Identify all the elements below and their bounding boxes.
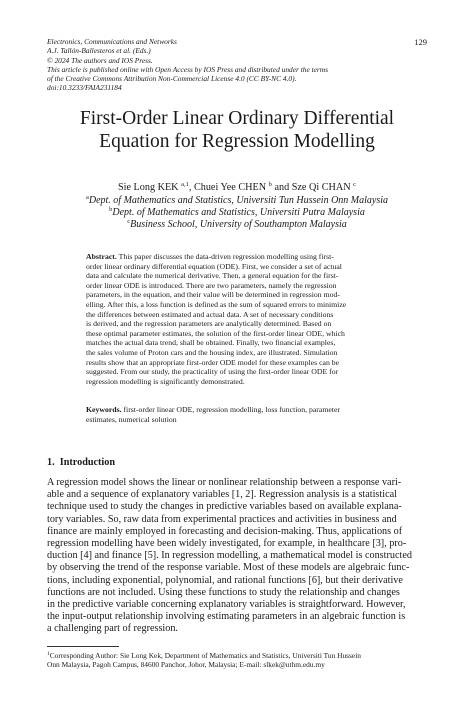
abstract-line: matches the actual data trend, shall be obtained. Finally, two financial examples, xyxy=(86,338,336,348)
author-name: Sie Long KEK xyxy=(117,182,179,193)
footnote-divider xyxy=(47,646,119,647)
affiliation-text: Dept. of Mathematics and Statistics, Universiti Putra Malaysia xyxy=(112,207,365,219)
abstract-line: suggested. From our study, the practicality of using the first-order linear ODE for xyxy=(86,367,339,377)
author-affil-mark: a,1 xyxy=(181,181,189,188)
affiliation-list xyxy=(30,195,444,232)
affiliation xyxy=(30,195,444,207)
affiliation xyxy=(30,219,444,231)
abstract-line: elling. After this, a loss function is defined as the sum of squared errors to minimize xyxy=(86,299,347,309)
abstract-line xyxy=(86,252,388,262)
affiliation-text: Dept. of Mathematics and Statistics, Universiti Tun Hussein Onn Malaysia xyxy=(88,195,389,206)
section-heading xyxy=(47,457,115,468)
keywords-text: first-order linear ODE, regression modelling, loss function, parameter xyxy=(123,405,340,414)
header-line-editors: A.J. Tallón-Ballesteros et al. (Eds.) xyxy=(47,46,151,56)
body-line: duction [4] and finance [5]. In regression modelling, a mathematical model is constructed xyxy=(47,550,412,562)
affiliation-mark: c xyxy=(127,218,131,226)
paper-title xyxy=(30,107,444,153)
author-list: Sie Long KEK $^{a,1}$, Chuei Yee CHEN $^b$ and Sze Qi CHAN $^c$ xyxy=(117,181,357,193)
author-name: Sze Qi CHAN xyxy=(291,182,351,193)
header-line-license-1: This article is published online with Open Access by IOS Press and distributed under the terms xyxy=(47,64,329,74)
footnote-mark: 1 xyxy=(47,651,50,657)
abstract-line: order linear ODE is introduced. There are two parameters, namely the regression xyxy=(86,280,337,290)
keywords xyxy=(86,405,388,424)
body-line: functions are not included. Using these functions to study the relationship and changes xyxy=(47,586,400,598)
body-line: tory variables. So, raw data from experimental practices and activities in business and xyxy=(47,513,397,525)
footnote-line: Onn Malaysia, Pagoh Campus, 84600 Panchor, Johor, Malaysia; E-mail: slkek@uthm.edu.my xyxy=(47,660,325,670)
abstract-text: This paper discusses the data-driven regression modelling using first- xyxy=(118,252,334,261)
affiliation-text: Business School, University of Southampton Malaysia xyxy=(130,219,347,231)
keywords-label: Keywords. xyxy=(86,405,122,414)
author-name: Chuei Yee CHEN xyxy=(193,182,267,193)
body-line: technique used to study the changes in predictive variables based on available explana- xyxy=(47,501,402,513)
section-number: 1. xyxy=(47,457,55,468)
footnote xyxy=(47,651,427,670)
body-line: A regression model shows the linear or nonlinear relationship between a response vari- xyxy=(47,477,402,488)
body-line: by observing the trend of the response variable. Most of these models are algebraic func- xyxy=(47,562,410,574)
section-title: Introduction xyxy=(59,457,116,468)
footnote-line xyxy=(47,651,427,660)
abstract-line: data and calculate the numerical derivative. Then, a general equation for the first- xyxy=(86,271,339,281)
keywords-line xyxy=(86,405,388,415)
header-line-doi: doi:10.3233/FAIA231184 xyxy=(47,83,122,93)
body-line: regression modelling have been widely investigated, for example, in healthcare [3], pro- xyxy=(47,538,407,550)
abstract-line: parameters, in the equation, and their value will be determined in regression mod- xyxy=(86,290,340,300)
body-line: a challenging part of regression. xyxy=(47,623,178,635)
body-line: tions, including exponential, polynomial, and rational functions [6], but their derivative xyxy=(47,574,403,586)
header-line-book: Electronics, Communications and Networks xyxy=(47,37,177,46)
abstract-line: these optimal parameter estimates, the solution of the first-order linear ODE, which xyxy=(86,328,345,338)
author-affil-mark: b xyxy=(268,181,272,188)
footnote-text: Corresponding Author: Sie Long Kek, Department of Mathematics and Statistics, Universiti Tun Hussein xyxy=(49,651,361,660)
abstract-line: the differences between estimated and actual data. A set of necessary conditions xyxy=(86,309,334,319)
title-line-1: First-Order Linear Ordinary Differential xyxy=(79,108,395,129)
abstract-line: regression modelling is significantly demonstrated. xyxy=(86,376,245,386)
header-line-license-2: of the Creative Commons Attribution Non-Commercial License 4.0 (CC BY-NC 4.0). xyxy=(47,74,297,84)
keywords-line: estimates, numerical solution xyxy=(86,414,177,424)
author-connector: and xyxy=(274,182,290,193)
abstract-line: order linear ordinary differential equation (ODE). First, we consider a set of actual xyxy=(86,261,342,271)
abstract-line: the sales volume of Proton cars and the housing index, are illustrated. Simulation xyxy=(86,347,338,357)
body-line: finance are mainly employed in forecasting and decision-making. Thus, applications of xyxy=(47,525,403,537)
page-number: 129 xyxy=(414,37,427,47)
body-line: the input-output relationship involving estimating parameters in an algebraic function is xyxy=(47,611,406,623)
abstract xyxy=(86,252,388,386)
header-line-copyright: © 2024 The authors and IOS Press. xyxy=(47,55,153,65)
publication-header xyxy=(47,37,427,93)
title-line-2: Equation for Regression Modelling xyxy=(99,131,375,152)
body-line: able and a sequence of explanatory variables [1, 2]. Regression analysis is a statistical xyxy=(47,489,397,501)
abstract-line: is derived, and the regression parameters are analytically determined. Based on xyxy=(86,319,332,329)
author-affil-mark: c xyxy=(353,181,357,188)
affiliation-mark: a xyxy=(85,194,89,201)
body-line: in the predictive variable concerning explanatory variables is straightforward. However, xyxy=(47,599,406,611)
abstract-label: Abstract. xyxy=(86,252,117,261)
body-paragraph xyxy=(47,477,427,636)
affiliation-mark: b xyxy=(109,206,113,214)
abstract-line: results show that an appropriate first-order ODE model for these examples can be xyxy=(86,357,340,367)
affiliation xyxy=(30,207,444,219)
